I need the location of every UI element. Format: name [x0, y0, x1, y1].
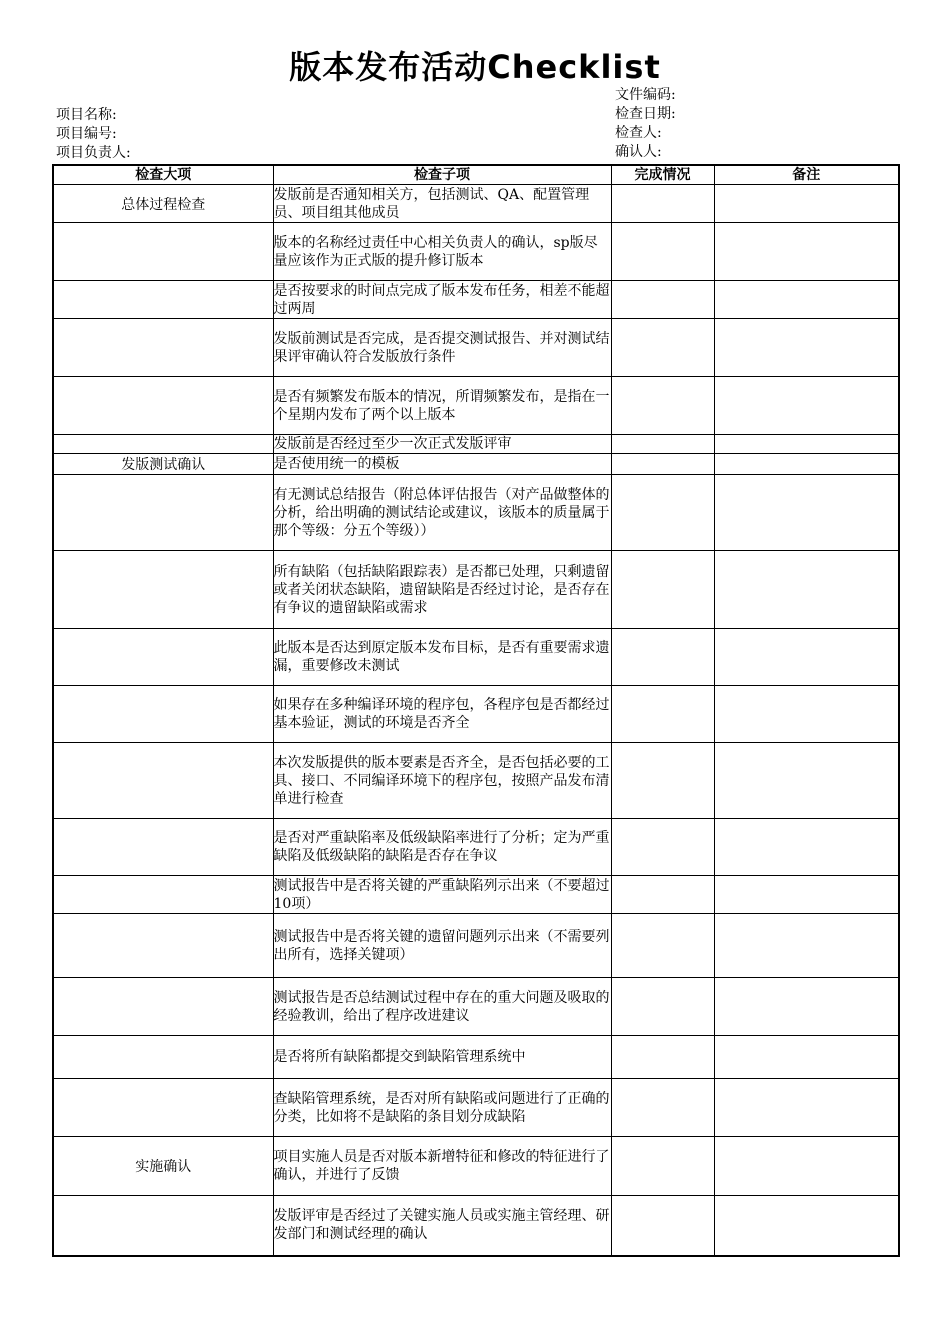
- table-row: [53, 629, 899, 686]
- document-meta: [615, 86, 676, 162]
- row-status-cell[interactable]: [611, 629, 714, 686]
- row-status-cell[interactable]: [611, 551, 714, 629]
- document-title: 版本发布活动Checklist: [289, 48, 661, 86]
- row-status-cell[interactable]: [611, 435, 714, 454]
- row-status-cell[interactable]: [611, 454, 714, 475]
- table-row: [53, 1137, 899, 1196]
- row-category: 总体过程检查: [53, 185, 273, 223]
- row-check-item: 是否对严重缺陷率及低级缺陷率进行了分析；定为严重缺陷及低级缺陷的缺陷是否存在争议: [273, 819, 611, 876]
- row-remarks-cell[interactable]: [714, 1079, 899, 1137]
- checker-label: 检查人:: [615, 125, 662, 141]
- table-row: [53, 819, 899, 876]
- row-category: [53, 223, 273, 281]
- row-category: [53, 377, 273, 435]
- row-remarks-cell[interactable]: [714, 319, 899, 377]
- table-row: [53, 876, 899, 914]
- row-check-item: 测试报告是否总结测试过程中存在的重大问题及吸取的经验教训，给出了程序改进建议: [273, 978, 611, 1036]
- header-status: 完成情况: [611, 165, 714, 185]
- checklist-table: [52, 164, 900, 1257]
- table-row: [53, 185, 899, 223]
- row-check-item: 如果存在多种编译环境的程序包，各程序包是否都经过基本验证，测试的环境是否齐全: [273, 686, 611, 743]
- row-check-item: 发版前是否经过至少一次正式发版评审: [273, 435, 611, 454]
- row-check-item: 此版本是否达到原定版本发布目标，是否有重要需求遗漏，重要修改未测试: [273, 629, 611, 686]
- row-check-item: 发版评审是否经过了关键实施人员或实施主管经理、研发部门和测试经理的确认: [273, 1196, 611, 1256]
- row-check-item: 项目实施人员是否对版本新增特征和修改的特征进行了确认，并进行了反馈: [273, 1137, 611, 1196]
- table-row: [53, 1196, 899, 1256]
- row-remarks-cell[interactable]: [714, 629, 899, 686]
- row-check-item: 有无测试总结报告（附总体评估报告（对产品做整体的分析，给出明确的测试结论或建议，该版本的质量属于那个等级：分五个等级））: [273, 475, 611, 551]
- row-status-cell[interactable]: [611, 914, 714, 978]
- table-row: [53, 281, 899, 319]
- row-status-cell[interactable]: [611, 1137, 714, 1196]
- table-row: [53, 475, 899, 551]
- row-remarks-cell[interactable]: [714, 223, 899, 281]
- table-row: [53, 978, 899, 1036]
- row-remarks-cell[interactable]: [714, 454, 899, 475]
- table-row: [53, 435, 899, 454]
- table-row: [53, 1079, 899, 1137]
- row-category: [53, 1079, 273, 1137]
- row-status-cell[interactable]: [611, 743, 714, 819]
- row-status-cell[interactable]: [611, 475, 714, 551]
- row-remarks-cell[interactable]: [714, 1137, 899, 1196]
- row-remarks-cell[interactable]: [714, 978, 899, 1036]
- row-status-cell[interactable]: [611, 1079, 714, 1137]
- row-status-cell[interactable]: [611, 319, 714, 377]
- row-remarks-cell[interactable]: [714, 475, 899, 551]
- row-status-cell[interactable]: [611, 281, 714, 319]
- checklist-rows: [53, 185, 899, 1256]
- row-remarks-cell[interactable]: [714, 435, 899, 454]
- row-category: [53, 435, 273, 454]
- row-category: [53, 819, 273, 876]
- row-check-item: 测试报告中是否将关键的遗留问题列示出来（不需要列出所有，选择关键项）: [273, 914, 611, 978]
- row-check-item: 查缺陷管理系统，是否对所有缺陷或问题进行了正确的分类，比如将不是缺陷的条目划分成缺陷: [273, 1079, 611, 1137]
- table-row: [53, 377, 899, 435]
- row-category: [53, 914, 273, 978]
- row-remarks-cell[interactable]: [714, 876, 899, 914]
- row-category: [53, 629, 273, 686]
- row-category: 实施确认: [53, 1137, 273, 1196]
- row-status-cell[interactable]: [611, 377, 714, 435]
- row-category: [53, 686, 273, 743]
- row-check-item: 版本的名称经过责任中心相关负责人的确认，sp版尽量应该作为正式版的提升修订版本: [273, 223, 611, 281]
- row-remarks-cell[interactable]: [714, 819, 899, 876]
- table-row: [53, 551, 899, 629]
- table-row: [53, 914, 899, 978]
- table-row: [53, 1036, 899, 1079]
- row-status-cell[interactable]: [611, 223, 714, 281]
- row-category: [53, 1036, 273, 1079]
- table-row: [53, 743, 899, 819]
- confirmer-label: 确认人:: [615, 144, 662, 160]
- row-category: [53, 1196, 273, 1256]
- row-remarks-cell[interactable]: [714, 686, 899, 743]
- row-status-cell[interactable]: [611, 876, 714, 914]
- row-remarks-cell[interactable]: [714, 914, 899, 978]
- table-row: [53, 686, 899, 743]
- header-category: 检查大项: [53, 165, 273, 185]
- row-check-item: 是否有频繁发布版本的情况，所谓频繁发布，是指在一个星期内发布了两个以上版本: [273, 377, 611, 435]
- project-number-label: 项目编号:: [56, 126, 117, 142]
- project-meta: [56, 106, 131, 163]
- row-category: 发版测试确认: [53, 454, 273, 475]
- project-name-label: 项目名称:: [56, 107, 117, 123]
- row-check-item: 发版前测试是否完成，是否提交测试报告、并对测试结果评审确认符合发版放行条件: [273, 319, 611, 377]
- row-category: [53, 281, 273, 319]
- project-owner-label: 项目负责人:: [56, 145, 131, 161]
- row-check-item: 本次发版提供的版本要素是否齐全，是否包括必要的工具、接口、不同编译环境下的程序包，按照产品发布清单进行检查: [273, 743, 611, 819]
- header-sub-item: 检查子项: [273, 165, 611, 185]
- row-status-cell[interactable]: [611, 185, 714, 223]
- row-check-item: 所有缺陷（包括缺陷跟踪表）是否都已处理，只剩遗留或者关闭状态缺陷，遗留缺陷是否经过讨论，是否存在有争议的遗留缺陷或需求: [273, 551, 611, 629]
- row-category: [53, 743, 273, 819]
- row-category: [53, 876, 273, 914]
- row-status-cell[interactable]: [611, 686, 714, 743]
- table-header-row: [53, 165, 899, 185]
- row-status-cell[interactable]: [611, 1036, 714, 1079]
- row-remarks-cell[interactable]: [714, 1036, 899, 1079]
- row-check-item: 是否将所有缺陷都提交到缺陷管理系统中: [273, 1036, 611, 1079]
- row-category: [53, 978, 273, 1036]
- row-remarks-cell[interactable]: [714, 281, 899, 319]
- header-remarks: 备注: [714, 165, 899, 185]
- row-status-cell[interactable]: [611, 819, 714, 876]
- file-code-label: 文件编码:: [615, 87, 676, 103]
- row-category: [53, 551, 273, 629]
- row-remarks-cell[interactable]: [714, 551, 899, 629]
- row-category: [53, 475, 273, 551]
- row-check-item: 是否使用统一的模板: [273, 454, 611, 475]
- table-row: [53, 319, 899, 377]
- row-check-item: 测试报告中是否将关键的严重缺陷列示出来（不要超过10项）: [273, 877, 610, 912]
- row-category: [53, 319, 273, 377]
- row-check-item: 发版前是否通知相关方，包括测试、QA、配置管理员、项目组其他成员: [273, 185, 611, 223]
- table-row: [53, 223, 899, 281]
- row-status-cell[interactable]: [611, 1196, 714, 1256]
- table-row: [53, 454, 899, 475]
- row-status-cell[interactable]: [611, 978, 714, 1036]
- row-remarks-cell[interactable]: [714, 743, 899, 819]
- row-remarks-cell[interactable]: [714, 377, 899, 435]
- row-remarks-cell[interactable]: [714, 1196, 899, 1256]
- row-check-item: 是否按要求的时间点完成了版本发布任务，相差不能超过两周: [273, 282, 610, 317]
- row-remarks-cell[interactable]: [714, 185, 899, 223]
- check-date-label: 检查日期:: [615, 106, 676, 122]
